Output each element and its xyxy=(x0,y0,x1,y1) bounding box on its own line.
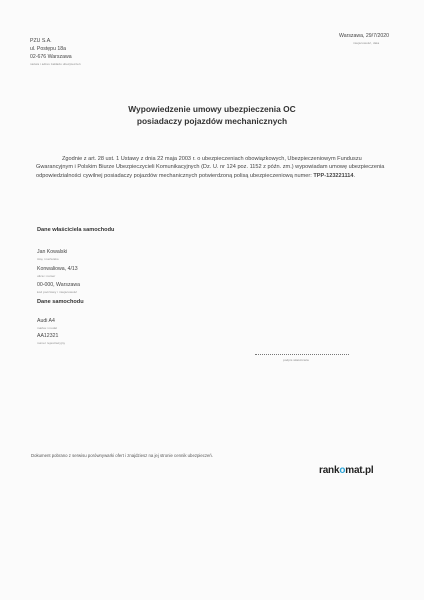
owner-name: Jan Kowalski xyxy=(37,249,68,255)
owner-street-caption: ulica i numer xyxy=(37,274,56,278)
logo-part2: mat.pl xyxy=(345,465,374,476)
car-model: Audi A4 xyxy=(37,318,55,324)
owner-city: 00-000, Warszawa xyxy=(37,282,81,288)
car-plate: AA12321 xyxy=(37,333,59,339)
company-street: ul. Postępu 18a xyxy=(30,46,67,52)
signature-caption: podpis właściciela xyxy=(283,358,309,362)
owner-heading: Dane właściciela samochodu xyxy=(37,227,115,233)
car-plate-caption: numer rejestracyjny xyxy=(37,341,66,345)
date-caption: miejscowość, data xyxy=(353,41,380,45)
owner-street: Konwaliowa, 4/13 xyxy=(37,266,78,272)
logo-dot: o xyxy=(339,465,346,476)
body-end: . xyxy=(353,172,356,179)
body-paragraph xyxy=(36,155,388,180)
owner-city-caption: kod pocztowy i miejscowość xyxy=(37,290,78,294)
footer-note: Dokument pobrano z serwisu porównywarki ofert i znajdziesz na jej stronie cennik ubezpieczeń. xyxy=(31,453,213,458)
company-caption: nazwa i adres zakładu ubezpieczeń xyxy=(30,62,81,66)
document-title-line1: Wypowiedzenie umowy ubezpieczenia OC xyxy=(128,104,296,114)
date-text: Warszawa, 29/7/2020 xyxy=(339,33,389,39)
document-title-line2: posiadaczy pojazdów mechanicznych xyxy=(136,116,288,126)
rankomat-logo xyxy=(319,465,374,476)
owner-name-caption: imię i nazwisko xyxy=(37,257,59,261)
logo-part1: rank xyxy=(319,465,340,476)
car-model-caption: marka i model xyxy=(37,326,58,330)
signature-line xyxy=(255,354,349,355)
company-name: PZU S.A. xyxy=(30,38,52,44)
policy-number: TPP-123221114 xyxy=(313,172,354,179)
body-text: Zgodnie z art. 28 ust. 1 Ustawy z dnia 22 maja 2003 r. o ubezpieczeniach obowiązkowych, Ubezpieczeniowym Funduszu Gwarancyjnym i Polskim Biurze Ubezpieczycieli Komunikacyjnych (Dz. U. nr 124 poz. 1152 z późn. zm.) wypowiadam umowę ubezpieczenia odpowiedzialności cywilnej posiadaczy pojazdów mechanicznych potwierdzoną polisą ubezpieczeniową numer: xyxy=(36,156,385,179)
company-city: 02-676 Warszawa xyxy=(30,54,72,60)
car-heading: Dane samochodu xyxy=(37,299,84,305)
